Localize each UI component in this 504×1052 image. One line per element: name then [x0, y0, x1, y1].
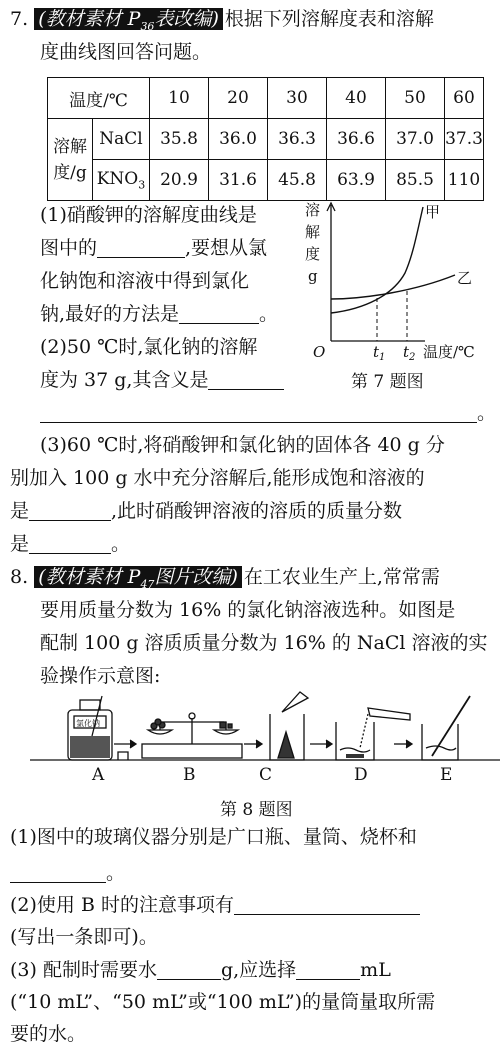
temp-header: 温度/℃ — [48, 78, 150, 119]
kno3-label: $KNO_3$ — [93, 160, 150, 201]
apparatus-figure — [30, 688, 500, 768]
bottle-a — [68, 696, 112, 760]
q8-part3-line-1: (3) 配制时需要水 g,应选择 mL — [10, 959, 391, 981]
q7-part2-line-3: 。 — [40, 398, 496, 428]
q7-source-tag: (教材素材 $P_{36}$表改编) — [34, 8, 223, 30]
curve-a — [331, 207, 423, 313]
step-label-d: D — [354, 765, 368, 785]
step-label-b: B — [183, 765, 196, 785]
q7-stem-line-1: 7. (教材素材 $P_{36}$表改编) 根据下列溶解度表和溶解 — [10, 8, 434, 33]
curve-b-label: 乙 — [457, 269, 473, 287]
q8-part2-line-1: (2)使用 B 时的注意事项有 — [10, 890, 420, 920]
answer-blank[interactable] — [157, 959, 221, 980]
svg-text:度: 度 — [305, 245, 321, 263]
t1-label: $t_1$ — [373, 343, 386, 363]
q7-part3-line-2: 别加入 100 g 水中充分溶解后,能形成饱和溶液的 — [10, 467, 425, 489]
origin-label: O — [313, 343, 326, 361]
q7-part1-line-4: 钠,最好的方法是 。 — [40, 303, 279, 325]
balance-b — [142, 713, 242, 758]
q7-number: 7. — [10, 8, 29, 30]
arrow-icon — [244, 740, 262, 748]
svg-text:g: g — [308, 267, 318, 285]
step-label-a: A — [92, 765, 105, 785]
q7-part3-line-3: 是 ,此时硝酸钾溶液的溶质的质量分数 — [10, 500, 403, 522]
answer-blank[interactable] — [296, 959, 360, 980]
x-axis-label: 温度/℃ — [423, 343, 475, 361]
arrow-icon — [394, 740, 412, 748]
beaker-e — [422, 696, 470, 760]
y-axis-label: 溶 — [305, 201, 321, 219]
curve-a-label: 甲 — [425, 203, 441, 221]
beaker-d — [336, 708, 410, 760]
solubility-table — [47, 77, 484, 201]
answer-blank[interactable] — [40, 402, 477, 423]
answer-blank[interactable] — [208, 369, 284, 390]
q8-stem-line-4: 验操作示意图: — [40, 665, 161, 687]
svg-text:解: 解 — [305, 223, 321, 241]
q8-stem-line-1: 8. (教材素材 $P_{47}$图片改编) 在工农业生产上,常常需 — [10, 566, 440, 591]
q7-part2-line-1: (2)50 ℃时,氯化钠的溶解 — [40, 336, 258, 358]
q8-number: 8. — [10, 566, 29, 588]
answer-blank[interactable] — [29, 533, 111, 554]
figure-7-caption: 第 7 题图 — [351, 372, 424, 392]
q7-part1-line-3: 化钠饱和溶液中得到氯化 — [40, 270, 250, 292]
step-label-c: C — [259, 765, 273, 785]
t2-label: $t_2$ — [403, 343, 416, 363]
bottle-label: 氯化钠 — [76, 719, 100, 728]
q7-stem-line-2: 度曲线图回答问题。 — [40, 41, 212, 63]
curve-b — [331, 275, 455, 299]
q7-part3-line-1: (3)60 ℃时,将硝酸钾和氯化钠的固体各 40 g 分 — [40, 434, 445, 456]
q8-source-tag: (教材素材 $P_{47}$图片改编) — [34, 566, 242, 588]
solubility-curve-figure — [305, 195, 495, 395]
answer-blank[interactable] — [10, 862, 106, 883]
beaker-c — [270, 692, 308, 760]
small-dish — [118, 752, 128, 760]
q8-part1-line-2: 。 — [10, 858, 125, 888]
table-row: 溶解 度/g NaCl 35.8 36.0 36.3 36.6 37.0 37.3 — [48, 119, 484, 160]
nacl-label: NaCl — [93, 119, 150, 160]
q7-part1-line-1: (1)硝酸钾的溶解度曲线是 — [40, 204, 257, 226]
q7-part1-line-2: 图中的 ,要想从氯 — [40, 237, 268, 259]
answer-blank[interactable] — [179, 303, 259, 324]
answer-blank[interactable] — [97, 237, 185, 258]
q8-part2-line-2: (写出一条即可)。 — [10, 926, 158, 948]
q8-part3-line-2: (“10 mL”、“50 mL”或“100 mL”)的量筒量取所需 — [10, 991, 436, 1013]
table-row: 温度/℃ 10 20 30 40 50 60 — [48, 78, 484, 119]
q8-part3-line-3: 要的水。 — [10, 1023, 87, 1045]
q8-part1-line-1: (1)图中的玻璃仪器分别是广口瓶、量筒、烧杯和 — [10, 826, 417, 848]
q7-part3-line-4: 是 。 — [10, 533, 131, 555]
q8-stem-line-3: 配制 100 g 溶质质量分数为 16% 的 NaCl 溶液的实 — [40, 632, 488, 654]
arrow-icon — [114, 740, 136, 748]
answer-blank[interactable] — [29, 500, 111, 521]
glass-rod — [432, 696, 470, 756]
step-label-e: E — [440, 765, 453, 785]
figure-8-caption: 第 8 题图 — [220, 800, 293, 820]
solubility-row-label: 溶解 度/g — [48, 119, 93, 201]
q8-stem-line-2: 要用质量分数为 16% 的氯化钠溶液选种。如图是 — [40, 599, 456, 621]
arrow-icon — [310, 740, 332, 748]
answer-blank[interactable] — [234, 894, 420, 915]
table-row: $KNO_3$ 20.9 31.6 45.8 63.9 85.5 110 — [48, 160, 484, 201]
q7-part2-line-2: 度为 37 g,其含义是 — [40, 365, 284, 395]
